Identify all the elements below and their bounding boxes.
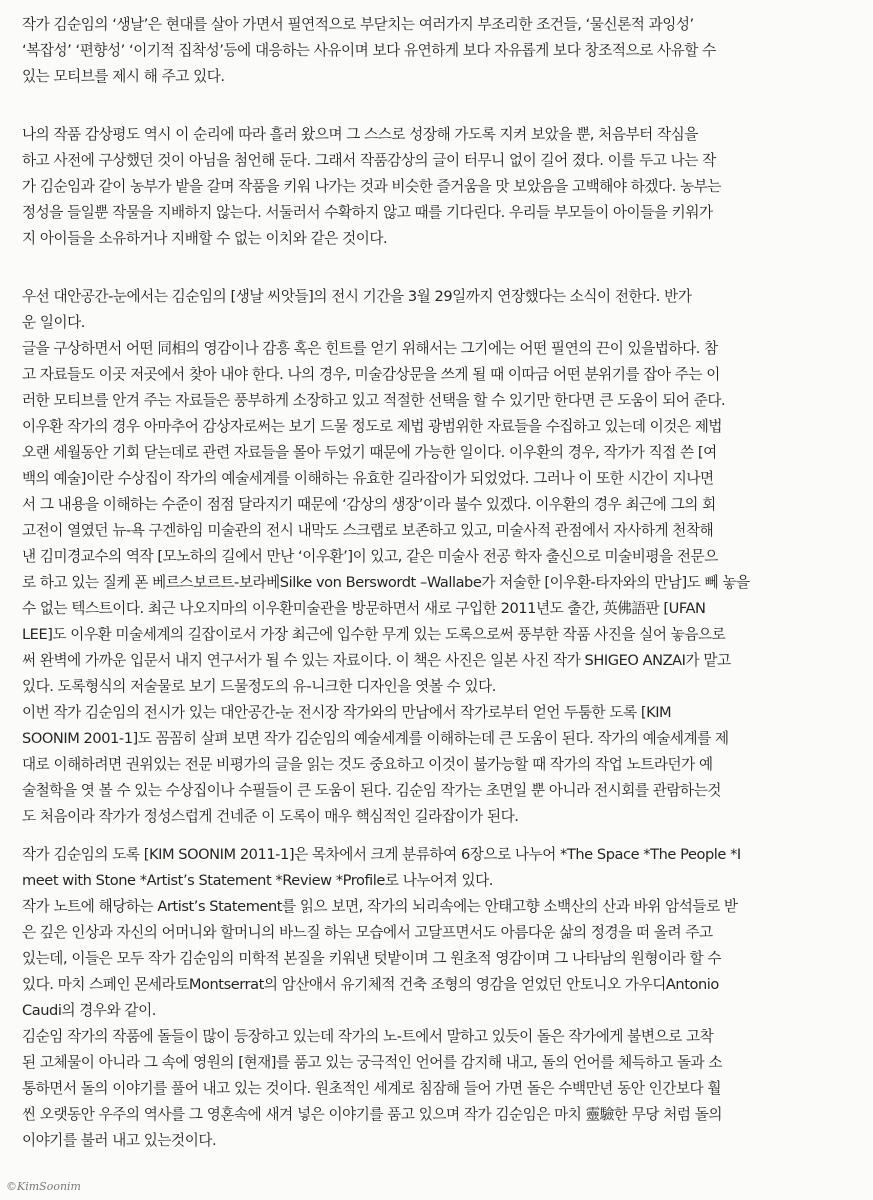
text-line: 이야기를 불러 내고 있는것이다.: [22, 1132, 217, 1149]
text-line: 작가 김순임의 ‘생날’은 현대를 살아 가면서 필연적으로 부닫치는 여러가지 부조리한 조건들, ‘물신론적 과잉성’: [22, 16, 694, 33]
text-line: 이번 작가 김순임의 전시가 있는 대안공간-눈 전시장 작가와의 만남에서 작가로부터 얻언 두툼한 도록 [KIM: [22, 704, 672, 721]
text-line: 글을 구상하면서 어떤 同相의 영감이나 감흥 혹은 힌트를 얻기 위해서는 그기에는 어떤 필연의 끈이 있을법하다. 참: [22, 340, 718, 357]
text-line: 고전이 열였던 뉴-욕 구겐하임 미술관의 전시 내막도 스크랩로 보존하고 있고, 미술사적 관점에서 자사하게 천착해: [22, 522, 714, 539]
text-line: 씬 오랫동안 우주의 역사를 그 영혼속에 새겨 넣은 이야기를 품고 있으며 작가 김순임은 마치 靈驗한 무당 처럼 돌의: [22, 1106, 722, 1123]
text-line: 오랜 세월동안 기회 닫는데로 관련 자료들을 몰아 두었기 때문에 가능한 일이다. 이우환의 경우, 작가가 직접 쓴 [여: [22, 444, 717, 461]
text-line: 로 하고 있는 질케 폰 베르스보르트-보라베Silke von Berswordt –Wallabe가 저술한 [이우환-타자와의 만남]도 뻬 놓을: [22, 574, 750, 591]
paragraph-4: [22, 842, 844, 1154]
text-line: 가 김순임과 같이 농부가 밭을 갈며 작품을 키워 나가는 것과 비슷한 즐거움을 맛 보았음을 고백해야 하겠다. 농부는: [22, 178, 722, 195]
text-line: 낸 김미경교수의 역작 [모노하의 길에서 만난 ‘이우환’]이 있고, 같은 미술사 전공 학자 출신으로 미술비평을 전문으: [22, 548, 718, 565]
text-line: 수 없는 텍스트이다. 최근 나오지마의 이우환미술관을 방문하면서 새로 구입한 2011년도 출간, 英佛語판 [UFAN: [22, 600, 706, 617]
paragraph-1: [22, 12, 844, 90]
text-line: 작가 노트에 해당하는 Artist’s Statement를 읽으 보면, 작가의 뇌리속에는 안태고향 소백산의 산과 바위 암석들로 받: [22, 898, 738, 915]
copyright-watermark: ©KimSoonim: [6, 1180, 81, 1193]
text-line: 우선 대안공간-눈에서는 김순임의 [생날 씨앗들]의 전시 기간을 3월 29일까지 연장했다는 소식이 전한다. 반가: [22, 288, 692, 305]
text-line: 있다. 마치 스페인 몬세라토Montserrat의 암산애서 유기체적 건축 조형의 영감을 얻었던 안토니오 가우디Antonio: [22, 976, 719, 993]
text-line: 백의 예술]이란 수상집이 작가의 예술세계를 이해하는 유효한 길라잡이가 되었었다. 그러나 이 또한 시간이 지나면: [22, 470, 714, 487]
text-line: 있는데, 이들은 모두 작가 김순임의 미학적 본질을 키워낸 텃밭이며 그 원초적 영감이며 그 나타남의 원형이라 할 수: [22, 950, 722, 967]
text-line: Caudi의 경우와 같이.: [22, 1002, 156, 1019]
text-line: 이우환 작가의 경우 아마추어 감상자로써는 보기 드물 정도로 제법 광범위한 자료들을 수집하고 있는데 이것은 제법: [22, 418, 723, 435]
text-line: 작가 김순임의 도록 [KIM SOONIM 2011-1]은 목차에서 크게 분류하여 6장으로 나누어 *The Space *The People *I: [22, 846, 741, 863]
text-line: 서 그 내용을 이해하는 수준이 점점 달라지기 때문에 ‘감상의 생장’이라 불수 있겠다. 이우환의 경우 최근에 그의 회: [22, 496, 716, 513]
text-line: 정성을 들일뿐 작물을 지배하지 않는다. 서둘러서 수확하지 않고 때를 기다린다. 우리들 부모들이 아이들을 키워가: [22, 204, 713, 221]
text-line: meet with Stone *Artist’s Statement *Review *Profile로 나누어져 있다.: [22, 872, 493, 889]
text-line: 운 일이다.: [22, 314, 85, 331]
text-line: 통하면서 돌의 이야기를 풀어 내고 있는 것이다. 원초적인 세계로 침잠해 들어 가면 돌은 수백만년 동안 인간보다 훨: [22, 1080, 722, 1097]
text-line: 하고 사전에 구상했던 것이 아님을 첨언해 둔다. 그래서 작품감상의 글이 터무니 없이 길어 졌다. 이를 두고 나는 작: [22, 152, 716, 169]
text-line: 써 완벽에 가까운 입문서 내지 연구서가 될 수 있는 자료이다. 이 책은 사진은 일본 사진 작가 SHIGEO ANZAI가 맡고: [22, 652, 731, 669]
text-line: 지 아이들을 소유하거나 지배할 수 없는 이치와 같은 것이다.: [22, 230, 388, 247]
paragraph-2: [22, 122, 844, 252]
paragraph-3: [22, 284, 844, 830]
text-line: SOONIM 2001-1]도 꼼꼼히 살펴 보면 작가 김순임의 예술세계를 이해하는데 큰 도움이 된다. 작가의 예술세계를 제: [22, 730, 729, 747]
text-line: 김순임 작가의 작품에 돌들이 많이 등장하고 있는데 작가의 노-트에서 말하고 있듯이 돌은 작가에게 불변으로 고착: [22, 1028, 714, 1045]
text-line: 고 자료들도 이곳 저곳에서 찾아 내야 한다. 나의 경우, 미술감상문을 쓰게 될 때 이따금 어떤 분위기를 잡아 주는 이: [22, 366, 720, 383]
text-line: LEE]도 이우환 미술세계의 길잡이로서 가장 최근에 입수한 무게 있는 도록으로써 풍부한 작품 사진을 실어 놓음으로: [22, 626, 726, 643]
text-line: ‘복잡성’ ‘편향성’ ‘이기적 집착성’등에 대응하는 사유이며 보다 유연하게 보다 자유롭게 보다 창조적으로 사유할 수: [22, 42, 716, 59]
text-line: 은 깊은 인상과 자신의 어머니와 할머니의 바느질 하는 모습에서 고달프면서도 아름다운 삶의 정경을 떠 올려 주고: [22, 924, 713, 941]
text-line: 도 처음이라 작가가 정성스럽게 건네준 이 도록이 매우 핵심적인 길라잡이가 된다.: [22, 808, 519, 825]
text-line: 러한 모티브를 안겨 주는 자료들은 풍부하게 소장하고 있고 적절한 선택을 할 수 있기만 한다면 큰 도움이 되어 준다.: [22, 392, 726, 409]
text-line: 나의 작품 감상평도 역시 이 순리에 따라 흘러 왔으며 그 스스로 성장해 가도록 지켜 보았을 뿐, 처음부터 작심을: [22, 126, 698, 143]
text-line: 대로 이해하려면 권위있는 전문 비평가의 글을 읽는 것도 중요하고 이것이 불가능할 때 작가의 작업 노트라던가 예: [22, 756, 713, 773]
text-line: 있다. 도록형식의 저술물로 보기 드물정도의 유-니크한 디자인을 엿볼 수 있다.: [22, 678, 496, 695]
text-line: 있는 모티브를 제시 해 주고 있다.: [22, 68, 225, 85]
text-line: 술철학을 엿 볼 수 있는 수상집이나 수필들이 큰 도움이 된다. 김순임 작가는 초면일 뿐 아니라 전시회를 관람하는것: [22, 782, 722, 799]
text-line: 된 고체물이 아니라 그 속에 영원의 [현재]를 품고 있는 궁극적인 언어를 감지해 내고, 돌의 언어를 체득하고 돌과 소: [22, 1054, 723, 1071]
